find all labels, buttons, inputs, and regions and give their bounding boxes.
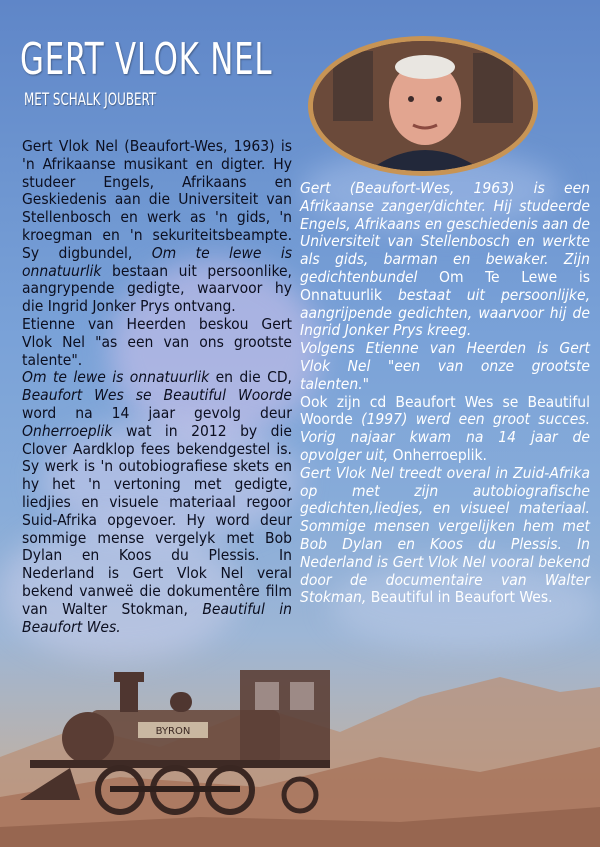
book-title: Om te lewe is onnatuurlik [22, 243, 292, 280]
text: wat in 2012 by die Clover Aardklop fees bekendgestel is. Sy werk is 'n outobiografiese skets en hy het 'n vertoning met gedigte, liedjies en visuele materiaal regoor Suid-Afrika opgevoer. Hy word deur sommige mense vergelyk met Bob Dylan en Koos du Plessis. In Nederland is Gert Vlok Nel veral bekend vanweë die dokumentêre film van Walter Stokman, [22, 421, 292, 618]
afrikaans-column [22, 138, 292, 636]
left-paragraph-3 [22, 369, 292, 636]
film-title: Beautiful in Beaufort Wes. [370, 588, 553, 607]
text: bestaat uit persoonlijke, aangrijpende gedichten, waarvoor hij de Ingrid Jonker Prys kreeg. [300, 285, 590, 340]
right-paragraph-3 [300, 394, 590, 465]
text: Ook zijn cd [300, 392, 396, 411]
album-title: Onherroeplik. [392, 445, 487, 464]
album-title: Onherroeplik [22, 421, 113, 440]
book-title: Om te lewe is onnatuurlik [22, 368, 210, 387]
right-paragraph-4 [300, 465, 590, 607]
text: en die CD, [209, 368, 292, 387]
locomotive-plate: BYRON [155, 726, 191, 737]
album-title: Beaufort Wes se Beautiful Woorde [22, 386, 292, 405]
dutch-column [300, 180, 590, 607]
album-title: Beaufort Wes se Beautiful Woorde [300, 392, 590, 429]
portrait-photo [308, 36, 538, 176]
left-paragraph-2: Etienne van Heerden beskou Gert Vlok Nel "as een van ons grootste talente". [22, 314, 292, 369]
text: word na 14 jaar gevolg deur [22, 403, 292, 422]
right-paragraph-2: Volgens Etienne van Heerden is Gert Vlok Nel "een van onze grootste talenten." [300, 339, 590, 393]
text: (1997) werd een groot succes. Vorig najaar kwam na 14 jaar de opvolger uit, [300, 410, 590, 464]
text: Gert Vlok Nel (Beaufort-Wes, 1963) is 'n Afrikaanse musikant en digter. Hy studeer Engels, Afrikaans en Geskiedenis aan die Universiteit van Stellenbosch en werk as 'n gids, 'n kroegman en 'n sekuriteitsbeampte. Sy digbundel, [22, 137, 292, 262]
film-title: Beautiful in Beaufort Wes. [22, 599, 292, 636]
text: Gert (Beaufort-Wes, 1963) is een Afrikaanse zanger/dichter. Hij studeerde Engels, Afrikaans en geschiedenis aan de Universiteit van Stellenbosch en werkte als gids, barman en bewaker. Zijn gedichtenbundel [300, 179, 590, 286]
text: Gert Vlok Nel treedt overal in Zuid-Afrika op met zijn autobiografische gedichten,liedjes, en visueel materiaal. Sommige mensen vergelijken hem met Bob Dylan en Koos du Plessis. In Nederland is Gert Vlok Nel vooral bekend door de documentaire van Walter Stokman, [300, 463, 590, 607]
portrait-icon [313, 41, 533, 171]
left-paragraph-1 [22, 138, 292, 316]
page-subtitle: MET SCHALK JOUBERT [24, 90, 157, 110]
text: bestaan uit persoonlike, aangrypende gedigte, waarvoor hy die Ingrid Jonker Prys ontvang. [22, 261, 292, 316]
book-title: Om Te Lewe is Onnatuurlik [300, 267, 590, 304]
steam-locomotive-illustration [10, 650, 380, 820]
right-paragraph-1 [300, 180, 590, 340]
page-title: GERT VLOK NEL [20, 34, 273, 85]
